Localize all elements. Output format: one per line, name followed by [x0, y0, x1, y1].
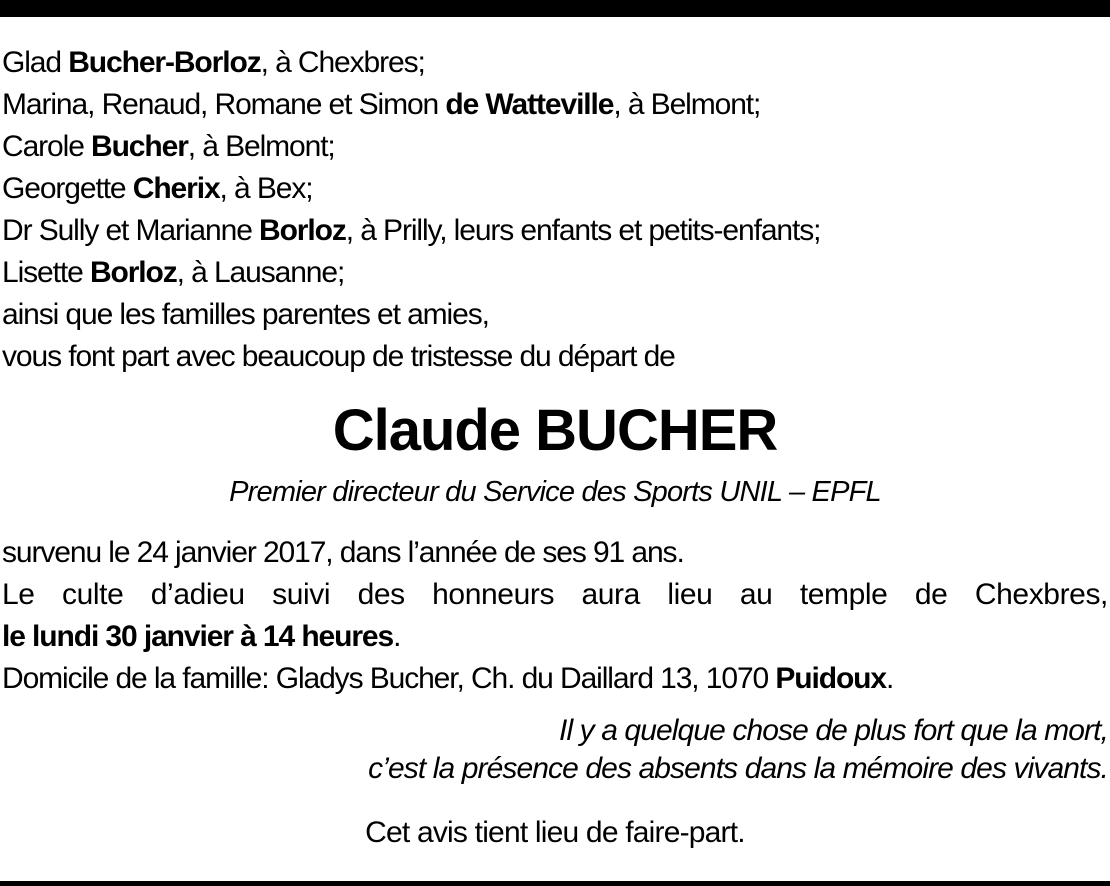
ceremony-time-line — [2, 616, 1108, 658]
domicile-line — [2, 658, 1108, 700]
ceremony-line: Le culte d’adieu suivi des honneurs aura lieu au temple de Chexbres, — [2, 578, 1108, 611]
obituary-notice — [2, 42, 1108, 853]
family-line — [2, 126, 1108, 168]
domicile-address: Domicile de la famille: Gladys Bucher, Ch. du Daillard 13, 1070 — [2, 662, 776, 695]
family-member-names: Glad — [2, 46, 69, 79]
deceased-title: Premier directeur du Service des Sports UNIL – EPFL — [229, 476, 881, 508]
quote-line: Il y a quelque chose de plus fort que la mort, — [559, 714, 1108, 747]
family-member-names: Marina, Renaud, Romane et Simon — [2, 88, 446, 121]
family-member-names: Georgette — [2, 172, 133, 205]
intro-line: vous font part avec beaucoup de tristesse du départ de — [2, 340, 675, 373]
closing-note: Cet avis tient lieu de faire-part. — [365, 816, 745, 849]
deceased-name: Claude BUCHER — [332, 398, 778, 463]
family-location: , à Belmont; — [613, 88, 761, 121]
family-location: , à Chexbres; — [260, 46, 425, 79]
family-location: , à Bex; — [219, 172, 313, 205]
family-member-names: Lisette — [2, 256, 90, 289]
family-location: , à Prilly, leurs enfants et petits-enfants; — [345, 214, 821, 247]
family-location: , à Belmont; — [187, 130, 335, 163]
family-surname: Borloz — [259, 214, 346, 247]
bottom-rule — [0, 881, 1110, 886]
family-list — [2, 42, 1108, 378]
family-surname: Cherix — [132, 172, 220, 205]
family-surname: Bucher — [91, 130, 188, 163]
domicile-end: . — [886, 662, 894, 695]
top-rule — [0, 0, 1110, 17]
family-location: , à Lausanne; — [176, 256, 345, 289]
notice-details — [2, 532, 1108, 700]
intro-line: ainsi que les familles parentes et amies, — [2, 298, 489, 331]
family-member-names: Carole — [2, 130, 92, 163]
family-line — [2, 42, 1108, 84]
death-date-line: survenu le 24 janvier 2017, dans l’année de ses 91 ans. — [2, 536, 684, 569]
ceremony-time-end: . — [393, 620, 401, 653]
memorial-quote — [2, 712, 1108, 788]
family-surname: de Watteville — [445, 88, 614, 121]
family-line — [2, 252, 1108, 294]
domicile-town: Puidoux — [775, 662, 886, 695]
family-member-names: Dr Sully et Marianne — [2, 214, 260, 247]
family-line — [2, 84, 1108, 126]
quote-line: c’est la présence des absents dans la mémoire des vivants. — [368, 752, 1108, 785]
family-line — [2, 168, 1108, 210]
family-surname: Borloz — [89, 256, 177, 289]
family-line — [2, 210, 1108, 252]
family-surname: Bucher-Borloz — [68, 46, 261, 79]
ceremony-time: le lundi 30 janvier à 14 heures — [2, 620, 394, 653]
